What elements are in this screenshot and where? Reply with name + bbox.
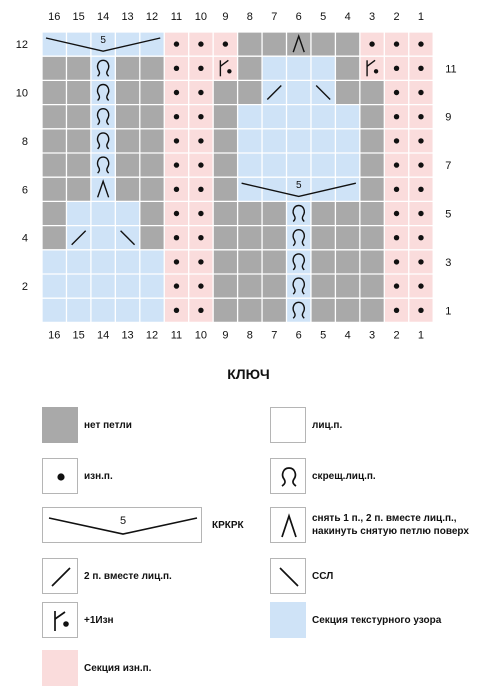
chart-cell	[360, 105, 384, 129]
chart-cell	[115, 274, 139, 298]
column-number-top: 1	[417, 11, 425, 23]
chart-cell	[140, 80, 164, 104]
chart-cell	[115, 80, 139, 104]
purl-dot-icon	[174, 114, 179, 119]
chart-cell	[42, 80, 66, 104]
chart-cell	[311, 274, 335, 298]
chart-cell	[42, 56, 66, 80]
column-number-bottom: 4	[344, 329, 351, 342]
column-number-top: 15	[72, 11, 85, 23]
chart-cell	[360, 250, 384, 274]
chart-cell	[311, 226, 335, 250]
chart-cell	[66, 56, 90, 80]
chart-cell	[238, 177, 262, 201]
chart-cell	[335, 129, 359, 153]
key-label-k2tog: 2 п. вместе лиц.п.	[84, 571, 172, 582]
key-label-knit: лиц.п.	[312, 420, 343, 431]
purl-dot-icon	[174, 308, 179, 313]
chart-cell	[360, 80, 384, 104]
chart-cell	[115, 153, 139, 177]
column-number-top: 14	[97, 11, 110, 23]
purl-dot-icon	[198, 114, 203, 119]
row-number-left: 6	[21, 184, 28, 197]
chart-cell	[213, 250, 237, 274]
row-number-right: 5	[445, 208, 452, 221]
chart-cell	[213, 80, 237, 104]
chart-cell	[360, 129, 384, 153]
chart-cell	[311, 298, 335, 322]
chart-cell	[66, 105, 90, 129]
row-number-left: 2	[21, 281, 28, 294]
chart-cell	[140, 298, 164, 322]
chart-cell	[140, 226, 164, 250]
chart-cell	[213, 56, 237, 80]
purl-dot-icon	[174, 90, 179, 95]
make-one-purl-icon	[42, 602, 78, 638]
chart-cell	[115, 250, 139, 274]
purl-dot-icon	[174, 66, 179, 71]
decrease-5-number: 5	[100, 35, 106, 46]
chart-cell	[335, 274, 359, 298]
chart-cell	[213, 105, 237, 129]
chart-cell	[335, 32, 359, 56]
purl-dot-icon	[174, 235, 179, 240]
purl-dot-icon	[42, 458, 78, 494]
chart-cell	[66, 153, 90, 177]
column-number-top: 13	[121, 11, 134, 23]
column-number-top: 4	[344, 11, 351, 23]
chart-cell	[238, 250, 262, 274]
purl-dot-icon	[174, 211, 179, 216]
chart-cell	[262, 298, 286, 322]
chart-cell	[91, 298, 115, 322]
chart-cell	[66, 274, 90, 298]
chart-cell	[238, 298, 262, 322]
purl-dot-icon	[394, 187, 399, 192]
purl-dot-icon	[174, 187, 179, 192]
column-number-bottom: 9	[222, 329, 229, 342]
purl-dot-icon	[198, 283, 203, 288]
chart-cell	[238, 201, 262, 225]
key-label-ssk: ССЛ	[312, 571, 334, 582]
chart-cell	[262, 274, 286, 298]
purl-dot-icon	[198, 211, 203, 216]
purl-dot-icon	[418, 41, 423, 46]
chart-cell	[213, 201, 237, 225]
row-number-right: 3	[445, 256, 452, 269]
purl-dot-icon	[394, 283, 399, 288]
purl-dot-icon	[394, 138, 399, 143]
chart-cell	[66, 250, 90, 274]
purl-dot-icon	[418, 162, 423, 167]
chart-cell	[42, 250, 66, 274]
twisted-knit-loop-icon	[270, 458, 306, 494]
texture-section-swatch	[270, 602, 306, 638]
chart-cell	[140, 129, 164, 153]
chart-cell	[311, 129, 335, 153]
chart-cell	[238, 129, 262, 153]
purl-dot-icon	[369, 41, 374, 46]
chart-cell	[140, 56, 164, 80]
chart-cell	[360, 298, 384, 322]
chart-cell	[335, 177, 359, 201]
chart-cell	[287, 80, 311, 104]
row-number-right: 7	[445, 160, 452, 173]
purl-dot-icon	[394, 66, 399, 71]
chart-cell	[42, 201, 66, 225]
chart-cell	[213, 298, 237, 322]
purl-dot-icon	[418, 235, 423, 240]
chart-cell	[335, 56, 359, 80]
decrease-5-number: 5	[295, 180, 302, 192]
key-title: КЛЮЧ	[227, 366, 270, 382]
chart-cell	[115, 201, 139, 225]
purl-dot-icon	[198, 308, 203, 313]
purl-dot-icon	[174, 41, 179, 46]
decrease-5-chevron-icon	[42, 507, 202, 543]
chart-cell	[238, 80, 262, 104]
make-one-purl-icon	[227, 69, 231, 73]
chart-cell	[42, 274, 66, 298]
column-number-top: 6	[295, 11, 302, 23]
column-number-bottom: 1	[417, 329, 425, 342]
chart-cell	[115, 298, 139, 322]
chart-cell	[360, 274, 384, 298]
row-number-right: 11	[445, 63, 457, 76]
row-number-left: 10	[15, 87, 28, 100]
chart-cell	[213, 177, 237, 201]
purl-dot-icon	[394, 308, 399, 313]
chart-cell	[66, 80, 90, 104]
chart-cell	[140, 32, 164, 56]
chart-cell	[213, 226, 237, 250]
purl-dot-icon	[174, 162, 179, 167]
chart-cell	[238, 105, 262, 129]
chart-cell	[238, 274, 262, 298]
chart-cell	[262, 250, 286, 274]
column-number-bottom: 10	[194, 329, 208, 342]
chart-cell	[115, 129, 139, 153]
key-label-slip1-k2tog-psso-line1: снять 1 п., 2 п. вместе лиц.п.,	[312, 513, 457, 524]
column-number-bottom: 8	[246, 329, 253, 342]
column-number-bottom: 15	[72, 329, 85, 342]
chart-cell	[66, 298, 90, 322]
chart-cell	[262, 201, 286, 225]
purl-dot-icon	[198, 162, 203, 167]
key-label-purl-section: Секция изн.п.	[84, 663, 152, 674]
chart-cell	[238, 153, 262, 177]
column-number-bottom: 7	[271, 329, 278, 342]
decrease-5-number: 5	[119, 515, 127, 527]
column-number-bottom: 13	[121, 329, 134, 342]
column-number-bottom: 11	[170, 329, 183, 342]
chart-cell	[42, 177, 66, 201]
chart-cell	[140, 105, 164, 129]
column-number-bottom: 3	[369, 329, 376, 342]
chart-cell	[115, 56, 139, 80]
chart-cell	[287, 56, 311, 80]
purl-dot-icon	[174, 259, 179, 264]
purl-dot-icon	[198, 259, 203, 264]
column-number-bottom: 16	[48, 329, 61, 342]
column-number-top: 5	[320, 11, 327, 23]
chart-cell	[66, 129, 90, 153]
chart-cell	[262, 129, 286, 153]
chart-cell	[42, 298, 66, 322]
chart-cell	[311, 105, 335, 129]
column-number-top: 9	[222, 11, 229, 23]
purl-dot-icon	[418, 90, 423, 95]
purl-dot-icon	[198, 187, 203, 192]
chart-cell	[66, 201, 90, 225]
chart-cell	[335, 80, 359, 104]
chart-cell	[213, 129, 237, 153]
chart-cell	[140, 153, 164, 177]
purl-dot-icon	[174, 283, 179, 288]
chart-cell	[91, 201, 115, 225]
column-number-top: 16	[48, 11, 61, 23]
purl-dot-icon	[198, 41, 203, 46]
key-label-no-stitch: нет петли	[84, 420, 132, 431]
row-number-left: 4	[21, 232, 28, 245]
column-number-top: 10	[194, 11, 208, 23]
chart-cell	[91, 226, 115, 250]
chart-cell	[262, 153, 286, 177]
key-label-slip1-k2tog-psso-line2: накинуть снятую петлю поверх	[312, 526, 469, 537]
chart-cell	[335, 226, 359, 250]
chart-cell	[213, 274, 237, 298]
purl-dot-icon	[394, 90, 399, 95]
row-number-left: 12	[15, 39, 28, 52]
key-label-texture-section: Секция текстурного узора	[312, 615, 442, 626]
purl-dot-icon	[418, 187, 423, 192]
chart-cell	[262, 105, 286, 129]
purl-dot-icon	[418, 138, 423, 143]
key-label-m1p: +1Изн	[84, 615, 114, 626]
key-label-twisted-knit: скрещ.лиц.п.	[312, 471, 376, 482]
purl-dot-icon	[198, 66, 203, 71]
purl-section-swatch	[42, 650, 78, 686]
row-number-left: 8	[21, 135, 28, 148]
column-number-top: 11	[170, 11, 183, 23]
knit-swatch	[270, 407, 306, 443]
column-number-top: 3	[369, 11, 376, 23]
column-number-top: 7	[271, 11, 278, 23]
column-number-bottom: 6	[295, 329, 302, 342]
chart-cell	[360, 201, 384, 225]
chart-cell	[213, 153, 237, 177]
chart-cell	[262, 32, 286, 56]
purl-dot-icon	[174, 138, 179, 143]
purl-dot-icon	[418, 66, 423, 71]
make-one-purl-icon	[374, 69, 378, 73]
chart-cell	[42, 153, 66, 177]
purl-dot-icon	[418, 283, 423, 288]
chart-cell	[140, 274, 164, 298]
chart-cell	[115, 105, 139, 129]
row-number-right: 9	[445, 111, 452, 124]
chart-cell	[42, 129, 66, 153]
purl-dot-icon	[418, 308, 423, 313]
chart-cell	[335, 201, 359, 225]
purl-dot-icon	[418, 211, 423, 216]
chart-cell	[335, 250, 359, 274]
chart-cell	[91, 274, 115, 298]
chart-cell	[140, 250, 164, 274]
purl-dot-icon	[418, 259, 423, 264]
column-number-bottom: 2	[393, 329, 400, 342]
column-number-bottom: 5	[320, 329, 327, 342]
chart-cell	[360, 226, 384, 250]
k2tog-slash-icon	[42, 558, 78, 594]
chart-cell	[238, 32, 262, 56]
purl-dot-icon	[394, 235, 399, 240]
column-number-bottom: 14	[97, 329, 110, 342]
chart-cell	[335, 153, 359, 177]
chart-cell	[360, 177, 384, 201]
purl-dot-icon	[394, 162, 399, 167]
chart-cell	[335, 298, 359, 322]
column-number-top: 8	[246, 11, 253, 23]
chart-cell	[42, 32, 66, 56]
key-label-decrease-5: КРКРК	[212, 520, 244, 531]
chart-cell	[91, 250, 115, 274]
chart-cell	[311, 56, 335, 80]
chart-cell	[42, 226, 66, 250]
purl-dot-icon	[418, 114, 423, 119]
purl-dot-icon	[394, 114, 399, 119]
chart-cell	[335, 105, 359, 129]
chart-cell	[360, 153, 384, 177]
chart-cell	[140, 177, 164, 201]
purl-dot-icon	[198, 90, 203, 95]
no-stitch-swatch	[42, 407, 78, 443]
chart-cell	[287, 105, 311, 129]
chart-cell	[238, 56, 262, 80]
chart-cell	[287, 129, 311, 153]
inverted-v-icon	[270, 507, 306, 543]
chart-cell	[262, 56, 286, 80]
chart-cell	[66, 177, 90, 201]
purl-dot-icon	[394, 211, 399, 216]
purl-dot-icon	[198, 235, 203, 240]
chart-cell	[311, 32, 335, 56]
chart-cell	[311, 201, 335, 225]
chart-cell	[360, 56, 384, 80]
chart-cell	[140, 201, 164, 225]
chart-cell	[262, 226, 286, 250]
chart-cell	[115, 177, 139, 201]
ssk-backslash-icon	[270, 558, 306, 594]
key-label-purl: изн.п.	[84, 471, 113, 482]
purl-dot-icon	[394, 259, 399, 264]
column-number-top: 12	[145, 11, 159, 23]
chart-cell	[311, 153, 335, 177]
purl-dot-icon	[223, 41, 228, 46]
chart-cell	[238, 226, 262, 250]
row-number-right: 1	[445, 305, 452, 318]
column-number-top: 2	[393, 11, 400, 23]
chart-cell	[287, 153, 311, 177]
chart-cell	[42, 105, 66, 129]
column-number-bottom: 12	[145, 329, 159, 342]
chart-cell	[311, 250, 335, 274]
purl-dot-icon	[198, 138, 203, 143]
purl-dot-icon	[394, 41, 399, 46]
